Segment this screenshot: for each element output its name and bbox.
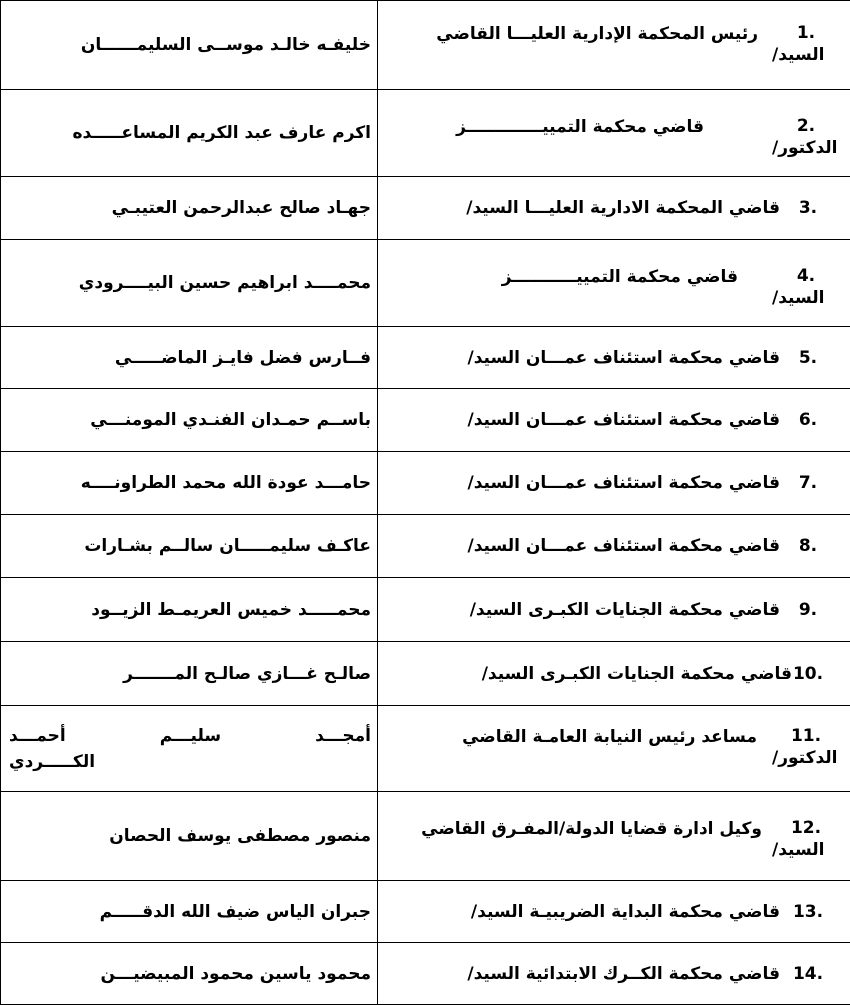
judge-name: جهـاد صالح عبدالرحمن العتيبـي xyxy=(1,195,377,221)
row-number-block xyxy=(772,725,850,769)
table-row xyxy=(1,515,850,578)
position-title: قاضي محكمة استئناف عمـــان السيد/ xyxy=(468,348,781,368)
name-cell xyxy=(1,452,378,515)
row-number-block xyxy=(788,599,838,621)
position-cell xyxy=(378,881,850,943)
row-number: 8. xyxy=(788,535,838,557)
position-title: قاضي محكمة البداية الضريبيـة السيد/ xyxy=(471,902,780,922)
row-number: 13. xyxy=(788,901,838,923)
judge-name-line1 xyxy=(9,723,371,749)
row-number-block xyxy=(788,409,838,431)
table-row xyxy=(1,452,850,515)
table-row xyxy=(1,792,850,881)
judge-name: جبران الياس ضيف الله الدقـــــم xyxy=(1,899,377,925)
judge-name-part: سليـــم xyxy=(160,723,221,749)
honorific: السيد/ xyxy=(772,44,850,66)
position-title: قاضي محكمة الجنايات الكبـرى السيد/ xyxy=(470,600,780,620)
table-row xyxy=(1,90,850,177)
judge-name-line2: الكـــــردي xyxy=(9,749,371,775)
row-number: 11. xyxy=(772,725,850,747)
table-row xyxy=(1,177,850,240)
position-title: رئيس المحكمة الإدارية العليـــا القاضي xyxy=(436,24,758,44)
name-cell xyxy=(1,1,378,90)
position-cell xyxy=(378,1,850,90)
row-number: 7. xyxy=(788,472,838,494)
position-title: وكيل ادارة قضايا الدولة/المفـرق القاضي xyxy=(421,819,762,839)
judge-name: حامـــد عودة الله محمد الطراونــــه xyxy=(1,470,377,496)
position-cell xyxy=(378,706,850,792)
row-number-block xyxy=(772,817,850,861)
honorific: الدكتور/ xyxy=(772,137,850,159)
position-cell xyxy=(378,177,850,240)
name-cell xyxy=(1,642,378,706)
row-number-block xyxy=(788,901,838,923)
row-number: 14. xyxy=(788,963,838,985)
row-number: 1. xyxy=(772,22,850,44)
position-cell xyxy=(378,578,850,642)
row-number-block xyxy=(788,663,838,685)
row-number: 12. xyxy=(772,817,850,839)
judge-name: اكرم عارف عبد الكريم المساعـــــده xyxy=(1,120,377,146)
position-title: قاضي محكمة الجنايات الكبـرى السيد/ xyxy=(482,664,792,684)
name-cell xyxy=(1,515,378,578)
row-number: 4. xyxy=(772,265,850,287)
position-cell xyxy=(378,792,850,881)
table-row xyxy=(1,1,850,90)
honorific: السيد/ xyxy=(772,287,850,309)
position-cell xyxy=(378,515,850,578)
judge-name-part: أحمـــد xyxy=(9,723,66,749)
row-number-block xyxy=(788,535,838,557)
position-cell xyxy=(378,943,850,1005)
judge-name xyxy=(1,723,377,775)
row-number-block xyxy=(788,472,838,494)
name-cell xyxy=(1,177,378,240)
position-cell xyxy=(378,240,850,327)
name-cell xyxy=(1,327,378,389)
row-number: 3. xyxy=(788,197,838,219)
name-cell xyxy=(1,389,378,452)
table-row xyxy=(1,240,850,327)
position-title: قاضي محكمة استئناف عمـــان السيد/ xyxy=(468,410,781,430)
name-cell xyxy=(1,578,378,642)
position-cell xyxy=(378,327,850,389)
position-title: قاضي محكمة التمييـــــــــــز xyxy=(502,267,738,287)
position-cell xyxy=(378,452,850,515)
honorific: الدكتور/ xyxy=(772,747,850,769)
row-number: 10. xyxy=(788,663,838,685)
judge-name: عاكـف سليمـــــان سالــم بشـارات xyxy=(1,533,377,559)
table-body xyxy=(1,1,850,1005)
row-number: 9. xyxy=(788,599,838,621)
name-cell xyxy=(1,881,378,943)
table-row xyxy=(1,389,850,452)
position-cell xyxy=(378,389,850,452)
row-number-block xyxy=(788,963,838,985)
row-number-block xyxy=(788,197,838,219)
honorific: السيد/ xyxy=(772,839,850,861)
row-number: 6. xyxy=(788,409,838,431)
table-row xyxy=(1,642,850,706)
name-cell xyxy=(1,240,378,327)
judge-name: محمود ياسين محمود المبيضيـــن xyxy=(1,961,377,987)
table-row xyxy=(1,881,850,943)
name-cell xyxy=(1,792,378,881)
row-number-block xyxy=(772,115,850,159)
table-row xyxy=(1,706,850,792)
row-number: 5. xyxy=(788,347,838,369)
table-row xyxy=(1,327,850,389)
position-title: قاضي محكمة التمييـــــــــــــز xyxy=(456,117,704,137)
row-number-block xyxy=(772,265,850,309)
table-row xyxy=(1,943,850,1005)
judge-name: محمــــد ابراهيم حسين البيــــرودي xyxy=(1,270,377,296)
judge-name: خليفـه خالـد موســى السليمــــــان xyxy=(1,32,377,58)
position-title: قاضي المحكمة الادارية العليـــا السيد/ xyxy=(466,198,780,218)
judge-name: منصور مصطفى يوسف الحصان xyxy=(1,823,377,849)
position-cell xyxy=(378,642,850,706)
name-cell xyxy=(1,943,378,1005)
name-cell xyxy=(1,706,378,792)
position-title: قاضي محكمة الكــرك الابتدائية السيد/ xyxy=(467,964,780,984)
position-title: قاضي محكمة استئناف عمـــان السيد/ xyxy=(468,473,781,493)
judge-name: صالـح غـــازي صالـح المـــــــر xyxy=(1,661,377,687)
row-number: 2. xyxy=(772,115,850,137)
judge-name: فــارس فضل فايـز الماضـــــي xyxy=(1,345,377,371)
judge-name: محمـــــد خميس العريمـط الزيــود xyxy=(1,597,377,623)
table-row xyxy=(1,578,850,642)
judge-name: باســم حمـدان الفنـدي المومنـــي xyxy=(1,407,377,433)
row-number-block xyxy=(772,22,850,66)
name-cell xyxy=(1,90,378,177)
judge-name-part: أمجـــد xyxy=(315,723,371,749)
position-title: مساعد رئيس النيابة العامـة القاضي xyxy=(462,727,757,747)
row-number-block xyxy=(788,347,838,369)
position-title: قاضي محكمة استئناف عمـــان السيد/ xyxy=(468,536,781,556)
position-cell xyxy=(378,90,850,177)
